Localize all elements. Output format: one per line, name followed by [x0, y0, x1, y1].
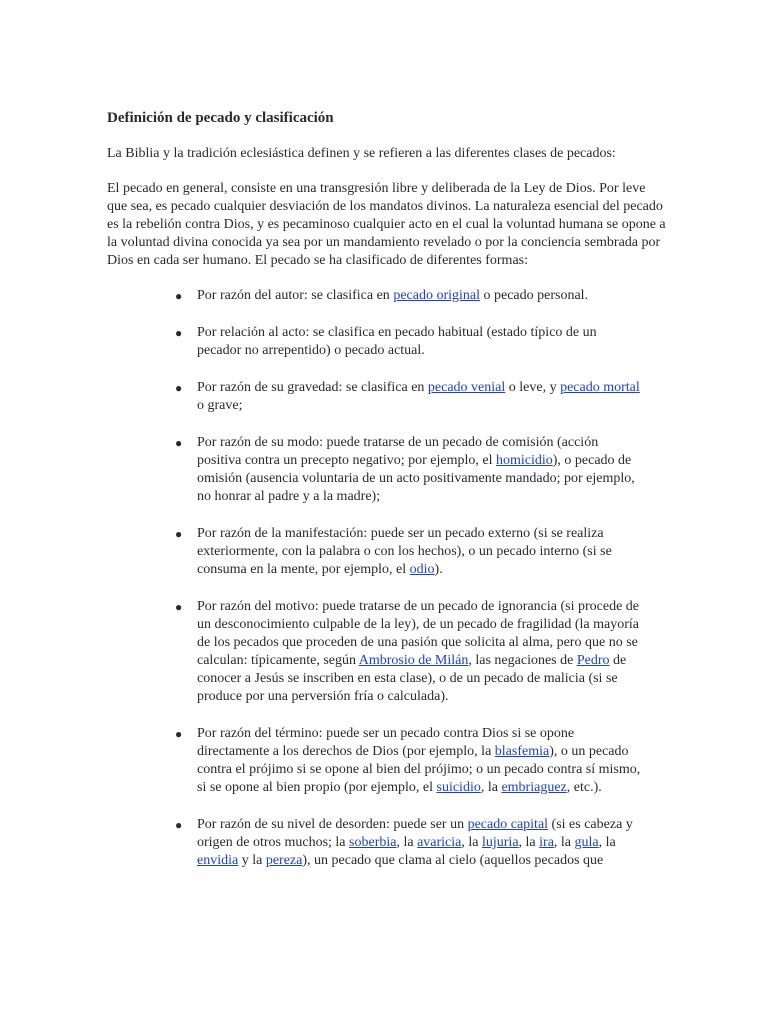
definition-paragraph: El pecado en general, consiste en una transgresión libre y deliberada de la Ley de Dios. Por leve que sea, es pecado cualquier desviación de los mandatos divinos. La naturaleza esencial del pecado es la rebelión contra Dios, y es pecaminoso cualquier acto en el cual la voluntad humana se opone a la voluntad divina conocida ya sea por un mandamiento revelado o por la conciencia sembrada por Dios en cada ser humano. El pecado se ha clasificado de diferentes formas: [107, 181, 666, 268]
item-text: Por razón de su gravedad: se clasifica en [197, 380, 428, 395]
bullet-icon: ● [175, 436, 183, 450]
item-text: o grave; [197, 398, 243, 413]
list-item [175, 434, 642, 506]
link-ambrosio-de-milan[interactable]: Ambrosio de Milán [358, 653, 469, 668]
link-blasfemia[interactable]: blasfemia [494, 744, 550, 759]
bullet-icon: ● [175, 381, 183, 395]
link-envidia[interactable]: envidia [197, 853, 239, 868]
link-gula[interactable]: gula [574, 835, 599, 850]
link-pecado-mortal[interactable]: pecado mortal [560, 380, 640, 395]
item-text: , la [396, 835, 418, 850]
item-text: , la [461, 835, 482, 850]
bullet-icon: ● [175, 600, 183, 614]
bullet-icon: ● [175, 727, 183, 741]
list-item [175, 816, 642, 870]
list-item [175, 324, 642, 360]
link-pecado-original[interactable]: pecado original [393, 288, 480, 303]
document-body [107, 108, 667, 889]
link-embriaguez[interactable]: embriaguez [501, 780, 567, 795]
item-text: , la [480, 780, 502, 795]
link-pereza[interactable]: pereza [265, 853, 303, 868]
list-item [175, 525, 642, 579]
item-text: Por razón del término: puede ser un pecado contra Dios si se opone directamente a los derechos de Dios (por ejemplo, la [197, 726, 575, 759]
item-text: Por razón del motivo: puede tratarse de un pecado de ignorancia (si procede de un desconocimiento culpable de la ley), de un pecado de fragilidad (la mayoría de los pecados que proceden de una pasión que solicita al alma, pero que no se calculan: típicamente, según [197, 599, 639, 668]
item-text: Por razón de su modo: puede tratarse de un pecado de comisión (acción positiva contra un precepto negativo; por ejemplo, el [197, 435, 599, 468]
item-text: , la [518, 835, 540, 850]
bullet-icon: ● [175, 289, 183, 303]
item-text: ), un pecado que clama al cielo (aquellos pecados que [302, 853, 604, 868]
item-text: , la [553, 835, 575, 850]
item-text: (si es cabeza y origen de otros muchos; la [197, 817, 633, 850]
item-text: , etc.). [566, 780, 602, 795]
item-text: o pecado personal. [480, 288, 589, 303]
link-pecado-venial[interactable]: pecado venial [427, 380, 506, 395]
list-item [175, 379, 642, 415]
item-text: o leve, y [505, 380, 561, 395]
item-text: ), o un pecado contra el prójimo si se opone al bien del prójimo; o un pecado contra sí mismo, si se opone al bien propio (por ejemplo, el [197, 744, 641, 795]
bullet-icon: ● [175, 818, 183, 832]
item-text: Por razón de la manifestación: puede ser un pecado externo (si se realiza exteriormente, con la palabra o con los hechos), o un pecado interno (si se consuma en la mente, por ejemplo, el [197, 526, 612, 577]
item-text: Por razón del autor: se clasifica en [197, 288, 394, 303]
intro-paragraph: La Biblia y la tradición eclesiástica definen y se refieren a las diferentes clases de pecados: [107, 146, 616, 161]
list-item [175, 725, 642, 797]
item-text: , las negaciones de [468, 653, 577, 668]
item-text: y la [238, 853, 266, 868]
bullet-icon: ● [175, 527, 183, 541]
item-text: de conocer a Jesús se inscriben en esta clase), o de un pecado de malicia (si se produce por una perversión fría o calculada). [197, 653, 627, 704]
link-pedro[interactable]: Pedro [576, 653, 610, 668]
link-suicidio[interactable]: suicidio [436, 780, 481, 795]
link-avaricia[interactable]: avaricia [417, 835, 462, 850]
list-item [175, 598, 642, 706]
link-odio[interactable]: odio [409, 562, 435, 577]
link-soberbia[interactable]: soberbia [349, 835, 397, 850]
item-text: ), o pecado de omisión (ausencia voluntaria de un acto positivamente mandado; por ejemplo, no honrar al padre y a la madre); [197, 453, 635, 504]
list-item [175, 287, 642, 305]
link-ira[interactable]: ira [539, 835, 554, 850]
link-lujuria[interactable]: lujuria [481, 835, 519, 850]
item-text: , la [598, 835, 616, 850]
bullet-icon: ● [175, 326, 183, 340]
link-pecado-capital[interactable]: pecado capital [467, 817, 549, 832]
item-text: ). [434, 562, 443, 577]
link-homicidio[interactable]: homicidio [495, 453, 553, 468]
classification-list [107, 287, 667, 870]
item-text: Por relación al acto: se clasifica en pecado habitual (estado típico de un pecador no arrepentido) o pecado actual. [197, 325, 597, 358]
item-text: Por razón de su nivel de desorden: puede ser un [197, 817, 468, 832]
page-title: Definición de pecado y clasificación [107, 110, 334, 126]
